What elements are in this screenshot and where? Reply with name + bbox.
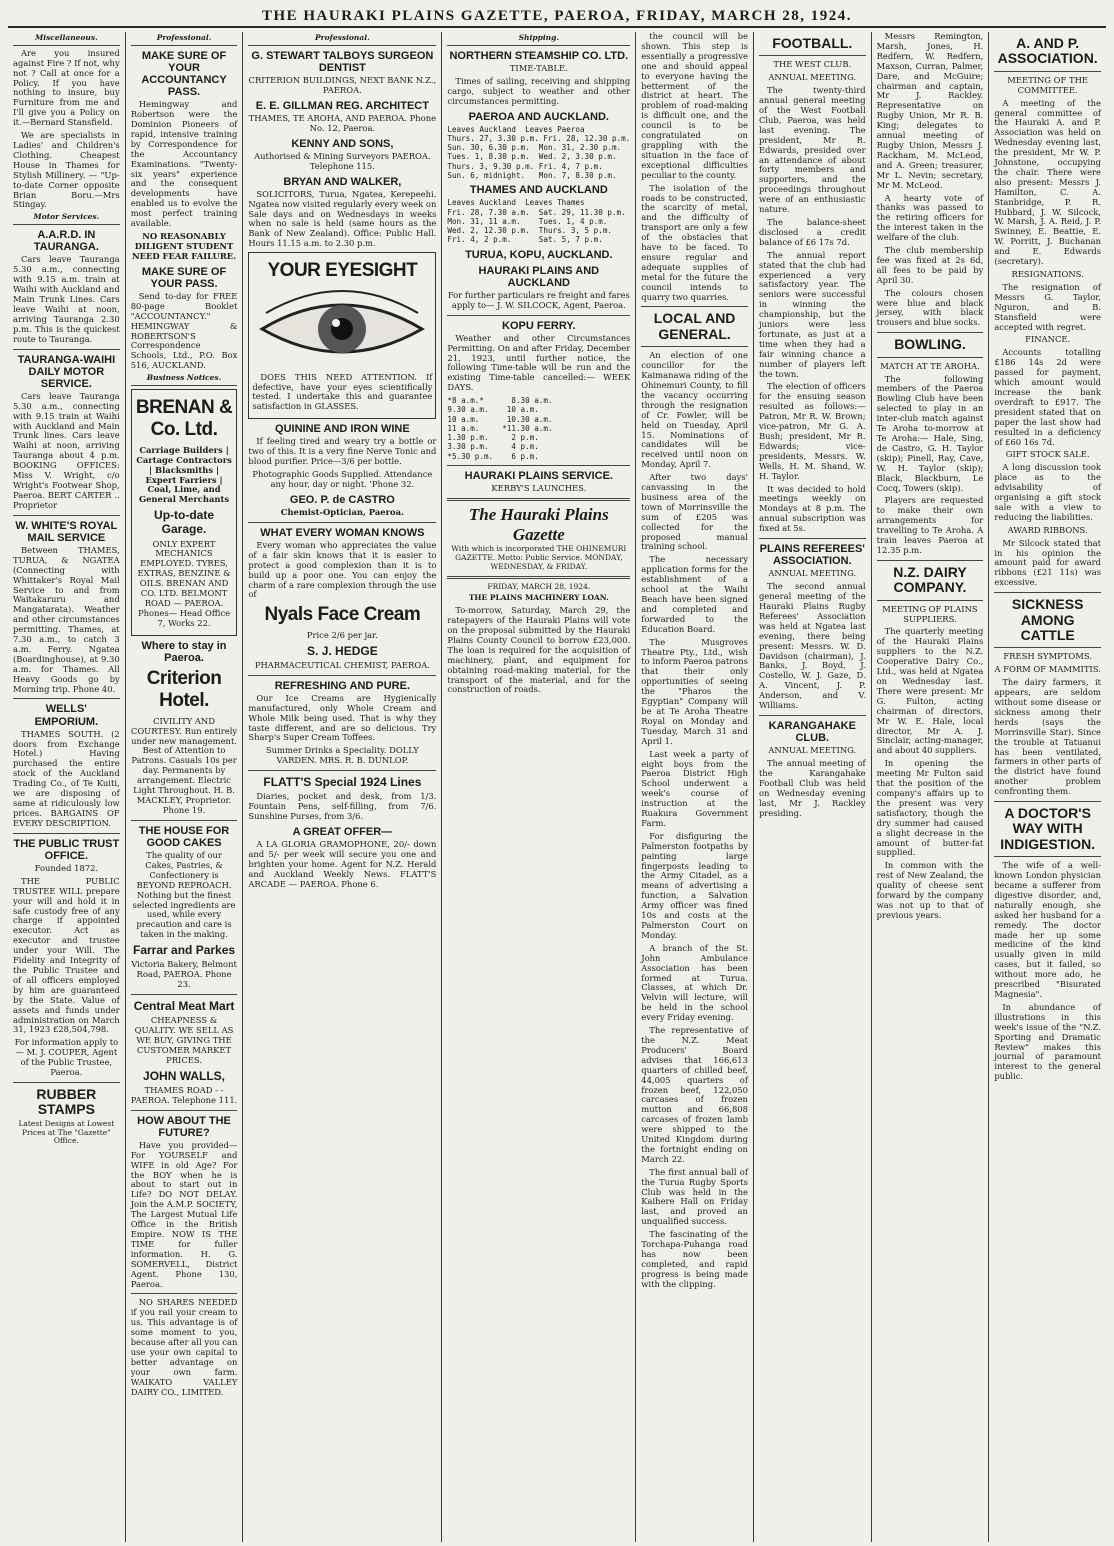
paragraph: The colours chosen were blue and black jersey, with black trousers and blue socks. bbox=[876, 287, 984, 328]
subheading: Founded 1872. bbox=[34, 862, 99, 873]
ad-title: Farrar and Parkes bbox=[133, 943, 236, 958]
paragraph: The wife of a well-known London physician became a sufferer from digestive disorder, and, naturally enough, she asked her husband for a remedy. The doctor made her up some medicine of the kind usually given in mild cases, but it failed, so without more ado, he prescribed "Bisurated Magnesia". bbox=[994, 860, 1101, 999]
paragraph: A branch of the St. John Ambulance Association has been formed at Turua. Classes, at which Dr. Velvin will lecture, will be held in the school every Friday evening. bbox=[641, 942, 748, 1023]
divider bbox=[131, 1293, 238, 1294]
divider bbox=[877, 600, 984, 601]
section-heading: Business Notices. bbox=[131, 374, 238, 386]
paragraph: The annual report stated that the club had experienced a very satisfactory year. The seniors were successful in winning the championship, but the juniors were less fortunate, as just at a time when they had a fair winning chance a number of players left the town. bbox=[758, 249, 866, 379]
divider bbox=[131, 820, 238, 821]
timetable: *8 a.m.* 8.30 a.m. 9.30 a.m. 10 a.m. 10 a.m. 10.30 a.m. 11 a.m. *11.30 a.m. 1.30 p.m. 2 p.m. 3.30 p.m. 4 p.m. *5.30 p.m. 6 p.m. bbox=[447, 396, 553, 461]
paragraph: Our Ice Creams are Hygienically manufactured, only Whole Cream and Whole Milk being used. That is why they taste different, and are so delicious. Try Sharp's Super Cream Toffees. bbox=[248, 692, 437, 743]
divider bbox=[994, 71, 1101, 72]
subheading: KERBY'S LAUNCHES. bbox=[491, 482, 587, 493]
divider bbox=[248, 675, 436, 676]
ad-title: BRENAN & Co. Ltd. bbox=[135, 397, 233, 441]
paragraph: THAMES SOUTH. (2 doors from Exchange Hotel.) Having purchased the entire stock of the Auckland Trading Co., of Te Kuiti, we are disposing of same at ridiculously low prices. BARGAINS OF EVERY DESCRIPTION. bbox=[13, 728, 120, 828]
divider bbox=[759, 538, 866, 539]
ad-heading: THE PUBLIC TRUST OFFICE. bbox=[13, 837, 120, 862]
column-3 bbox=[243, 32, 442, 1542]
divider bbox=[994, 856, 1101, 857]
subheading: RESIGNATIONS. bbox=[1011, 269, 1084, 279]
nameplate: The Hauraki Plains Gazette bbox=[468, 504, 609, 544]
paragraph: The club membership fee was fixed at 2s 6d, all fees to be paid by April 30. bbox=[876, 245, 984, 285]
paragraph: Send to-day for FREE 80-page Booklet "ACCOUNTANCY." HEMINGWAY & ROBERTSON'S Correspondence Schools, Ltd., P.O. Box 516, AUCKLAND. bbox=[130, 290, 238, 371]
ad-heading: MAKE SURE OF YOUR PASS. bbox=[141, 265, 227, 290]
divider bbox=[877, 357, 984, 358]
ad-heading: E. E. GILLMAN REG. ARCHITECT bbox=[255, 99, 429, 112]
paragraph: The resignation of Messrs G. Taylor, Nguron, and B. Stansfield were accepted with regret. bbox=[994, 281, 1101, 332]
columns bbox=[8, 32, 1106, 1542]
paragraph: The dairy farmers, it appears, are seldom without some disease or sickness among their herds (says the Morrinsville Star). Since the trouble at Tatuanui has been ventilated, farmers in other parts of the district have found another problem confronting them. bbox=[994, 677, 1101, 797]
paragraph: A LA GLORIA GRAMOPHONE, 20/- down and 5/- per week will secure you one and brighten your home. Agent for N.Z. Herald and Auckland Weekly News. FLATT'S ARCADE — PAEROA. Phone 6. bbox=[248, 839, 437, 889]
column-6 bbox=[754, 32, 872, 1542]
ad-heading: HOW ABOUT THE FUTURE? bbox=[137, 1114, 231, 1139]
ad-heading: GEO. P. de CASTRO bbox=[289, 493, 395, 506]
ad-heading: G. STEWART TALBOYS SURGEON DENTIST bbox=[251, 49, 434, 74]
article-heading: SICKNESS AMONG CATTLE bbox=[1011, 596, 1084, 643]
ad-title: Nyals Face Cream bbox=[264, 604, 421, 626]
paragraph: A meeting of the general committee of the Hauraki A. and P. Association was held on Wednesday evening last, the president, Mr W. P. Johnstone, occupying the chair. There were also present: Messrs J. Hamilton, C. A. Stanbridge, P. R. Hubbard, J. W. Silcock, W. Marsh, J. A. Reid, J. P. Swinney, E. Beattie, E. W. Porritt, J. Buchanan and E. Edwards (secretary). bbox=[994, 97, 1101, 267]
eye-illustration-icon bbox=[252, 287, 432, 369]
divider bbox=[131, 994, 238, 995]
ad-heading: REFRESHING AND PURE. bbox=[274, 679, 411, 692]
ad-heading: W. WHITE'S ROYAL MAIL SERVICE bbox=[15, 519, 118, 544]
paragraph: PHARMACEUTICAL CHEMIST, PAEROA. bbox=[254, 659, 430, 670]
ad-heading: RUBBER STAMPS bbox=[36, 1085, 97, 1118]
divider bbox=[447, 315, 630, 316]
paragraph: Between THAMES, TURUA, & NGATEA (Connecting with Whittaker's Royal Mail Service to and from Waitakaruru and Mangatarata). Weather and other circumstances permitting. Thames, at 7.30 a.m., to catch 3 a.m. Ferry. Ngatea (Boardinghouse), at 9.30 a.m. for Thames. All Heavy Goods go by Morning trip. Phone 40. bbox=[13, 544, 120, 694]
paragraph: In opening the meeting Mr Fulton said that the position of the company's affairs up to the present was very satisfactory, though the dry summer had caused a slight decrease in the amount of butter-fat supplied. bbox=[876, 758, 984, 858]
paragraph: Weather and other Circumstances Permitting. On and after Friday, December 21, 1923, until further notice, the following Time-table will be run and the existing Time-table cancelled:— WEEK DAYS. bbox=[447, 332, 631, 393]
paragraph: Players are requested to make their own arrangements for travelling to Te Aroha. A train leaves Paeroa at 12.35 p.m. bbox=[876, 495, 984, 555]
divider bbox=[447, 498, 630, 501]
divider bbox=[759, 715, 866, 716]
ad-lines: Carriage Builders | Cartage Contractors | Blacksmiths | Expert Farriers | Coal, Lime, and General Merchants bbox=[136, 444, 232, 505]
section-heading: Motor Services. bbox=[13, 213, 120, 225]
paragraph: In common with the rest of New Zealand, the quality of cheese sent forward by the company was not up to that of previous years. bbox=[876, 860, 984, 920]
paragraph: Cars leave Tauranga 5.30 a.m., connecting with 9.15 a.m. train at Waihi with Auckland and Main Trunk Lines. Cars leave Waihi at noon, arriving Tauranga 2.30 p.m. This is the quickest route to Tauranga. bbox=[13, 254, 120, 344]
divider bbox=[641, 346, 748, 347]
divider bbox=[994, 801, 1101, 802]
paragraph: Messrs Remington, Marsh, Jones, H. Redfern, W. Redfern, Maxson, Curran, Palmer, Dare, and McGuire; chairman and captain, Mr J. Rackley. Representative on Rugby Union, Mr R. B. King; delegates to annual meeting of Rugby Union, Messrs J. Rackham, M. McLeod, and A. Green; treasurer, Mr L. Nevin; secretary, Mr M. McLeod. bbox=[876, 31, 984, 190]
paragraph: The annual meeting of the Karangahake Football Club was held on Wednesday evening last, Mr J. Rackley presiding. bbox=[758, 758, 866, 818]
paragraph: We are specialists in Ladies' and Children's Clothing. Cheapest House in Thames for Stylish Millinery. — "Up-to-date Corner opposite Brian Boru.—Mrs Stingay. bbox=[13, 130, 120, 210]
paragraph: For information apply to— M. J. COUPER, Agent of the Public Trustee, Paeroa. bbox=[14, 1037, 119, 1078]
article-heading: FOOTBALL. bbox=[772, 35, 853, 51]
article-heading: A DOCTOR'S WAY WITH INDIGESTION. bbox=[1000, 805, 1096, 852]
article-heading: KARANGAHAKE CLUB. bbox=[768, 719, 856, 745]
paragraph: Photographic Goods Supplied. Attendance any hour, day or night. 'Phone 32. bbox=[252, 469, 433, 489]
article-heading: LOCAL AND GENERAL. bbox=[653, 310, 736, 342]
subheading: MEETING OF PLAINS SUPPLIERS. bbox=[882, 603, 978, 624]
divider bbox=[994, 592, 1101, 593]
paragraph: Summer Drinks a Speciality. DOLLY VARDEN. MRS. R. B. DUNLOP. bbox=[265, 745, 419, 766]
ad-heading: A GREAT OFFER— bbox=[292, 826, 393, 839]
paragraph: The balance-sheet disclosed a credit balance of £6 17s 7d. bbox=[758, 216, 866, 247]
ad-heading: WHAT EVERY WOMAN KNOWS bbox=[260, 526, 425, 539]
ad-heading: TAURANGA-WAIHI DAILY MOTOR SERVICE. bbox=[17, 353, 116, 390]
timetable: Leaves Auckland Leaves Thames Fri. 28, 7.30 a.m. Sat. 29, 11.30 p.m. Mon. 31, 11 a.m. Tues. 1, 4 p.m. Wed. 2, 12.30 p.m. Thurs. 3, 5 p.m. Fri. 4, 2 p.m. Sat. 5, 7 p.m. bbox=[447, 198, 626, 245]
masthead: THE HAURAKI PLAINS GAZETTE, PAEROA, FRIDAY, MARCH 28, 1924. bbox=[8, 6, 1106, 28]
subheading: ANNUAL MEETING. bbox=[768, 568, 857, 579]
divider bbox=[13, 515, 120, 516]
subheading: MATCH AT TE AROHA. bbox=[880, 360, 980, 371]
ad-heading: HAURAKI PLAINS AND AUCKLAND bbox=[478, 264, 600, 289]
ad-heading: MAKE SURE OF YOUR ACCOUNTANCY PASS. bbox=[141, 49, 227, 99]
subheading: AWARD RIBBONS. bbox=[1007, 524, 1088, 535]
paragraph: The twenty-third annual general meeting of the West Football Club, Paeroa, was held last evening. The president, Mr R. Edwards, presided over an attendance of about forty members and supporters, and the proceedings throughout were of an enthusiastic nature. bbox=[758, 85, 866, 215]
column-8 bbox=[989, 32, 1106, 1542]
paragraph: Chemist-Optician, Paeroa. bbox=[280, 506, 404, 517]
section-heading: Professional. bbox=[248, 34, 436, 46]
column-2 bbox=[126, 32, 244, 1542]
ad-heading: HAURAKI PLAINS SERVICE. bbox=[464, 469, 613, 482]
paragraph: The following members of the Paeroa Bowling Club have been selected to play in an inter-club match against Te Aroha to-morrow at Te Aroha:— Hale, Sing, de Castro, G. H. Taylor (skip); Pinell, Ray, Cave, W. H. Taylor (skip); Black, Blackburn, Le Cocq, Towers (skip). bbox=[876, 373, 984, 493]
ad-heading: TURUA, KOPU, AUCKLAND. bbox=[465, 248, 613, 261]
paragraph: THE PUBLIC TRUSTEE WILL prepare your will and hold it in safe custody free of any charge if appointed executor. Act as executor and trustee under your Will. The Fidelity and Integrity of the Public Trustee and of all officers employed by him are guaranteed by the State. Value of assets and funds under administration on March 31, 1923 £28,504,798. bbox=[13, 875, 120, 1035]
paragraph: The Musgroves Theatre Pty., Ltd., wish to inform Paeroa patrons that their only opportunities of seeing the "Pharos the Egyptian" Company will be at Te Aroha Theatre Royal on Monday and Tuesday, March 31 and April 1. bbox=[641, 636, 748, 746]
paragraph: Times of sailing, receiving and shipping cargo, subject to weather and other circumstances permitting. bbox=[447, 75, 631, 106]
ad-title: Up-to-date Garage. bbox=[154, 508, 215, 537]
paragraph: THAMES ROAD - - PAEROA. Telephone 111. bbox=[130, 1084, 238, 1105]
ad-title: S. J. HEDGE bbox=[307, 643, 378, 658]
ad-title: Central Meat Mart bbox=[133, 999, 235, 1013]
ad-title: Criterion Hotel. bbox=[146, 667, 222, 712]
ad-heading: NORTHERN STEAMSHIP CO. LTD. bbox=[449, 49, 629, 62]
paragraph: If feeling tired and weary try a bottle or two of this. It is a very fine Nerve Tonic and blood purifier. Price—3/6 per bottle. bbox=[248, 436, 437, 467]
divider bbox=[447, 576, 630, 579]
ad-title: JOHN WALLS, bbox=[143, 1068, 226, 1083]
subheading: FINANCE. bbox=[1025, 334, 1071, 345]
paragraph: CHEAPNESS & QUALITY. WE SELL AS WE BUY, GIVING THE CUSTOMER MARKET PRICES. bbox=[134, 1015, 234, 1065]
article-heading: N.Z. DAIRY COMPANY. bbox=[893, 563, 967, 596]
paragraph: Are you insured against Fire ? If not, why not ? Call at once for a Policy. If you have nothing to insure, buy Furniture from me and I'll give you a Policy on it.—Bernard Stansfield. bbox=[13, 47, 120, 128]
ad-heading: A.A.R.D. IN TAURANGA. bbox=[33, 229, 99, 254]
paragraph: The first annual ball of the Turua Rugby Sports Club was held in the Kaihere Hall on Friday last, and proved an unqualified success. bbox=[641, 1166, 748, 1227]
ad-heading: PAEROA AND AUCKLAND. bbox=[468, 110, 609, 123]
column-7 bbox=[872, 32, 990, 1542]
paragraph: The election of officers for the ensuing season resulted as follows:— Patron, Mr R. W. Brown; vice-patron, Mr G. A. Bush; president, Mr R. Edwards; vice-presidents, Messrs. W. Wells, H. M. Shand, W. H. Taylor. bbox=[758, 381, 866, 481]
paragraph: Latest Designs at Lowest Prices at The "Gazette" Office. bbox=[18, 1118, 115, 1146]
subheading: ANNUAL MEETING. bbox=[768, 745, 857, 756]
ad-heading: THAMES AND AUCKLAND bbox=[469, 184, 608, 197]
paragraph: the council will be shown. This step is essentially a progressive one and should appeal to everyone having the betterment of the district at heart. The problem of road-making is difficult one, and the council is to be congratulated on grappling with the situation in the face of exceptional difficulties peculiar to the county. bbox=[641, 31, 748, 180]
subheading: GIFT STOCK SALE. bbox=[1005, 449, 1090, 460]
divider bbox=[131, 1110, 238, 1111]
subheading: THE WEST CLUB. bbox=[773, 59, 852, 70]
section-heading: Professional. bbox=[131, 34, 238, 46]
paragraph: The quarterly meeting of the Hauraki Plains suppliers to the N.Z. Cooperative Dairy Co., Ltd., was held at Ngatea on Wednesday last. There were present: Mr G. Fulton, acting chairman of directors, Mr W. E. Hale, local director, Mr A. J. Sinclair, acting-manager, and about 40 suppliers. bbox=[876, 626, 984, 756]
article-heading: PLAINS REFEREES' ASSOCIATION. bbox=[759, 543, 865, 568]
paragraph: After two days' canvassing in the business area of the town of Morrinsville the sum of £205 was collected for the proposed manual training school. bbox=[641, 472, 748, 552]
divider bbox=[641, 306, 748, 307]
divider bbox=[759, 55, 866, 56]
paragraph: The necessary application forms for the establishment of a school at the Waihi Beach have been signed and completed and forwarded to the Education Board. bbox=[641, 554, 748, 634]
paragraph: To-morrow, Saturday, March 29, the ratepayers of the Hauraki Plains will vote on the proposal submitted by the Hauraki Plains County Council to borrow £23,000. The loan is required for the acquisition of machinery, plant, and equipment for obtaining road-making material, for the transport of the material, and for the construction of roads. bbox=[447, 605, 631, 695]
paragraph: Price 2/6 per jar. bbox=[306, 629, 378, 640]
divider bbox=[13, 698, 120, 699]
paragraph: THAMES, TE AROHA, AND PAEROA. Phone No. 12, Paeroa. bbox=[248, 112, 437, 133]
divider bbox=[877, 560, 984, 561]
paragraph: The fascinating of the Torchapa-Puhanga road has now been completed, and rapid progress is being made with the clipping. bbox=[641, 1229, 748, 1289]
paragraph: Last week a party of eight boys from the Paeroa District High School underwent a week's course of instruction at the Ruakura Government Farm. bbox=[641, 748, 748, 828]
paragraph: Hemingway and Robertson were the Dominion Pioneers of rapid, intensive training by Correspondence for the Accountancy Examinations. "Twenty-six years" experience and the consequent developments have enabled us to evolve the most perfect training available. bbox=[130, 99, 238, 229]
paragraph: With which is incorporated THE OHINEMURI GAZETTE. Motto: Public Service. MONDAY, WEDNESDAY, & FRIDAY. bbox=[451, 543, 627, 571]
divider bbox=[248, 770, 436, 771]
subheading: ANNUAL MEETING. bbox=[768, 72, 857, 83]
article-heading: A. AND P. ASSOCIATION. bbox=[997, 35, 1098, 67]
paragraph: For disfiguring the Palmerston footpaths by painting large fingerposts leading to the Army Citadel, as a means of advertising a function, a Salvation Army officer was fined 10s and costs at the Palmerston Court on Monday. bbox=[641, 830, 748, 940]
paragraph: It was decided to hold meetings weekly on Mondays at 8 p.m. The annual subscription was fixed at 5s. bbox=[758, 483, 866, 534]
paragraph: CIVILITY AND COURTESY. Run entirely under new management. Best of Attention to Patrons. Casuals 10s per day. Permanents by arrangement. Electric Light Throughout. H. B. MACKLEY, Proprietor. Phone 19. bbox=[130, 715, 238, 815]
subheading: MEETING OF THE COMMITTEE. bbox=[1007, 74, 1089, 95]
paragraph: Cars leave Tauranga 5.30 a.m., connecting with 9.15 train at Waihi with Auckland and Main Trunk lines. Cars leave Waihi at noon, arriving Tauranga about 4 p.m. BOOKING OFFICES: Miss V. Wright, c/o Wright's Footwear Shop, Paeroa. BERT CARTER .. Proprietor bbox=[13, 390, 120, 510]
paragraph: For further particulars re freight and fares apply to— J. W. SILCOCK, Agent, Paeroa. bbox=[447, 289, 630, 310]
paragraph: SOLICITORS, Turua, Ngatea, Kerepeehi. Ngatea now visited regularly every week on Sale days and on Wednesdays in weeks when no sale is held (same hours as the Bank of New Zealand). Office: Public Hall. Hours 11.15 a.m. to 2.30 p.m. bbox=[248, 188, 437, 249]
section-heading: Miscellaneous. bbox=[13, 34, 120, 46]
paragraph: ONLY EXPERT MECHANICS EMPLOYED. TYRES, EXTRAS, BENZINE & OILS. BRENAN AND CO. LTD. BELMONT ROAD — PAEROA. Phones— Head Office 7, Works 22. bbox=[137, 538, 231, 628]
paragraph: DOES THIS NEED ATTENTION. If defective, have your eyes scientifically tested. I undertake this and guarantee satisfaction in GLASSES. bbox=[252, 371, 433, 412]
paragraph: The second annual general meeting of the Hauraki Plains Rugby Referees' Association was held at Ngatea last evening, there being present: Messrs. W. D. Davidson (chairman), J. Banks, J. Boyd, J. Costello, W. J. Gaze, D. A. Vincent, J. P. Anderson, and V. Williams. bbox=[758, 581, 866, 711]
divider bbox=[877, 332, 984, 333]
paragraph: NO REASONABLY DILIGENT STUDENT NEED FEAR FAILURE. bbox=[131, 231, 237, 261]
paragraph: NO SHARES NEEDED if you rail your cream to us. This advantage is of some moment to you, because after all you can use your own capital to better advantage on your own farm. WAIKATO VALLEY DAIRY CO., LIMITED. bbox=[130, 1297, 238, 1397]
ad-heading: QUININE AND IRON WINE bbox=[275, 423, 410, 436]
paragraph: Victoria Bakery, Belmont Road, PAEROA. Phone 23. bbox=[131, 959, 237, 990]
divider bbox=[13, 349, 120, 350]
paragraph: A hearty vote of thanks was passed to the retiring officers for the interest taken in the welfare of the club. bbox=[876, 192, 984, 243]
column-5 bbox=[636, 32, 754, 1542]
paragraph: Have you provided— For YOURSELF and WIFE in old Age? For the BOY when he is about to start out in Life? DO NOT DELAY. Join the A.M.P. SOCIETY, The Largest Mutual Life Office in the British Empire. NOW IS THE TIME for fuller information. H. G. SOMERVELL, District Agent. Phone 130, Paeroa. bbox=[130, 1139, 238, 1289]
divider bbox=[994, 647, 1101, 648]
column-4 bbox=[442, 32, 636, 1542]
divider bbox=[13, 833, 120, 834]
column-1 bbox=[8, 32, 126, 1542]
paragraph: Every woman who appreciates the value of a fair skin knows that it is easier to protect a good complexion than it is to build up a poor one. You can enjoy the charm of a rare complexion through the use of bbox=[248, 539, 437, 600]
divider bbox=[447, 465, 630, 466]
subheading: TIME-TABLE. bbox=[509, 62, 568, 73]
ad-heading: KENNY AND SONS, bbox=[291, 137, 394, 150]
paragraph: An election of one councillor for the Kaimanawa riding of the Ohinemuri County, to fill the vacancy occurring through the resignation of Cr. Fowler, will be held on Tuesday, April 15. Nominations of candidates will be received until noon on Monday, April 7. bbox=[641, 350, 748, 470]
paragraph: In abundance of illustrations in this week's issue of the "N.Z. Sporting and Dramatic Review" makes this journal of paramount interest to the general public. bbox=[994, 1001, 1101, 1082]
ad-heading: Where to stay in Paeroa. bbox=[141, 639, 227, 664]
ad-heading: BRYAN AND WALKER, bbox=[283, 175, 402, 188]
subheading: A FORM OF MAMMITIS. bbox=[994, 664, 1101, 675]
paragraph: CRITERION BUILDINGS, NEXT BANK N.Z., PAEROA. bbox=[248, 75, 437, 95]
paragraph: The representative of the N.Z. Meat Producers' Board advises that 166,613 quarters of chilled beef, 44,005 quarters of frozen beef, 122,050 carcases of frozen mutton and 66,808 carcases of frozen lamb were shipped to the United Kingdom during the fortnight ending on March 22. bbox=[641, 1025, 748, 1164]
ad-heading: WELLS' EMPORIUM. bbox=[34, 703, 99, 728]
subheading: THE PLAINS MACHINERY LOAN. bbox=[468, 593, 609, 603]
ad-box bbox=[248, 252, 436, 419]
paragraph: Authorised & Mining Surveyors PAEROA. Telephone 115. bbox=[254, 150, 431, 171]
divider bbox=[13, 1082, 120, 1083]
ad-box bbox=[131, 389, 238, 636]
ad-title: FLATT'S Special 1924 Lines bbox=[263, 775, 422, 790]
ad-heading: KOPU FERRY. bbox=[502, 319, 576, 332]
paragraph: Diaries, pocket and desk, from 1/3. Fountain Pens, self-filling, from 7/6. Sunshine Purses, from 3/6. bbox=[248, 791, 437, 822]
paragraph: Mr Silcock stated that in his opinion the amount paid for award ribbons (£21 11s) was excessive. bbox=[994, 537, 1101, 588]
paragraph: Accounts totalling £186 14s 2d were passed for payment, which amount would increase the bank overdraft to £917. The president stated that on paper the last show had resulted in a deficiency of £60 16s 7d. bbox=[994, 347, 1101, 447]
paragraph: The quality of our Cakes, Pastries, & Confectionery is BEYOND REPROACH. Nothing but the finest selected ingredients are used, while every precaution and care is taken in the making. bbox=[132, 849, 236, 940]
timetable: Leaves Auckland Leaves Paeroa Thurs. 27, 3.30 p.m. Fri. 28, 12.30 p.m. Sun. 30, 6.30 p.m. Mon. 31, 2.30 p.m. Tues. 1, 8.30 p.m. Wed. 2, 3.30 p.m. Thurs. 3, 9.30 p.m. Fri. 4, 7 p.m. Sun. 6, midnight. Mon. 7, 8.30 p.m. bbox=[447, 124, 631, 180]
dateline: FRIDAY, MARCH 28, 1924. bbox=[487, 581, 591, 591]
ad-title: YOUR EYESIGHT bbox=[267, 260, 418, 282]
section-heading: Shipping. bbox=[447, 34, 630, 46]
ad-heading: THE HOUSE FOR GOOD CAKES bbox=[138, 824, 230, 849]
paragraph: The isolation of the roads to be constructed, the scarcity of metal, and the difficulty of transport are only a few of the obstacles that have to be faced. To ensure regular and adequate supplies of metal for the future the council intends to quarry two quarries. bbox=[641, 182, 748, 302]
paragraph: A long discussion took place as to the advisability of organising a gift stock sale with a view to reducing the liabilities. bbox=[994, 462, 1101, 522]
article-heading: BOWLING. bbox=[894, 336, 966, 353]
divider bbox=[248, 522, 436, 523]
subheading: FRESH SYMPTOMS. bbox=[1003, 651, 1092, 662]
